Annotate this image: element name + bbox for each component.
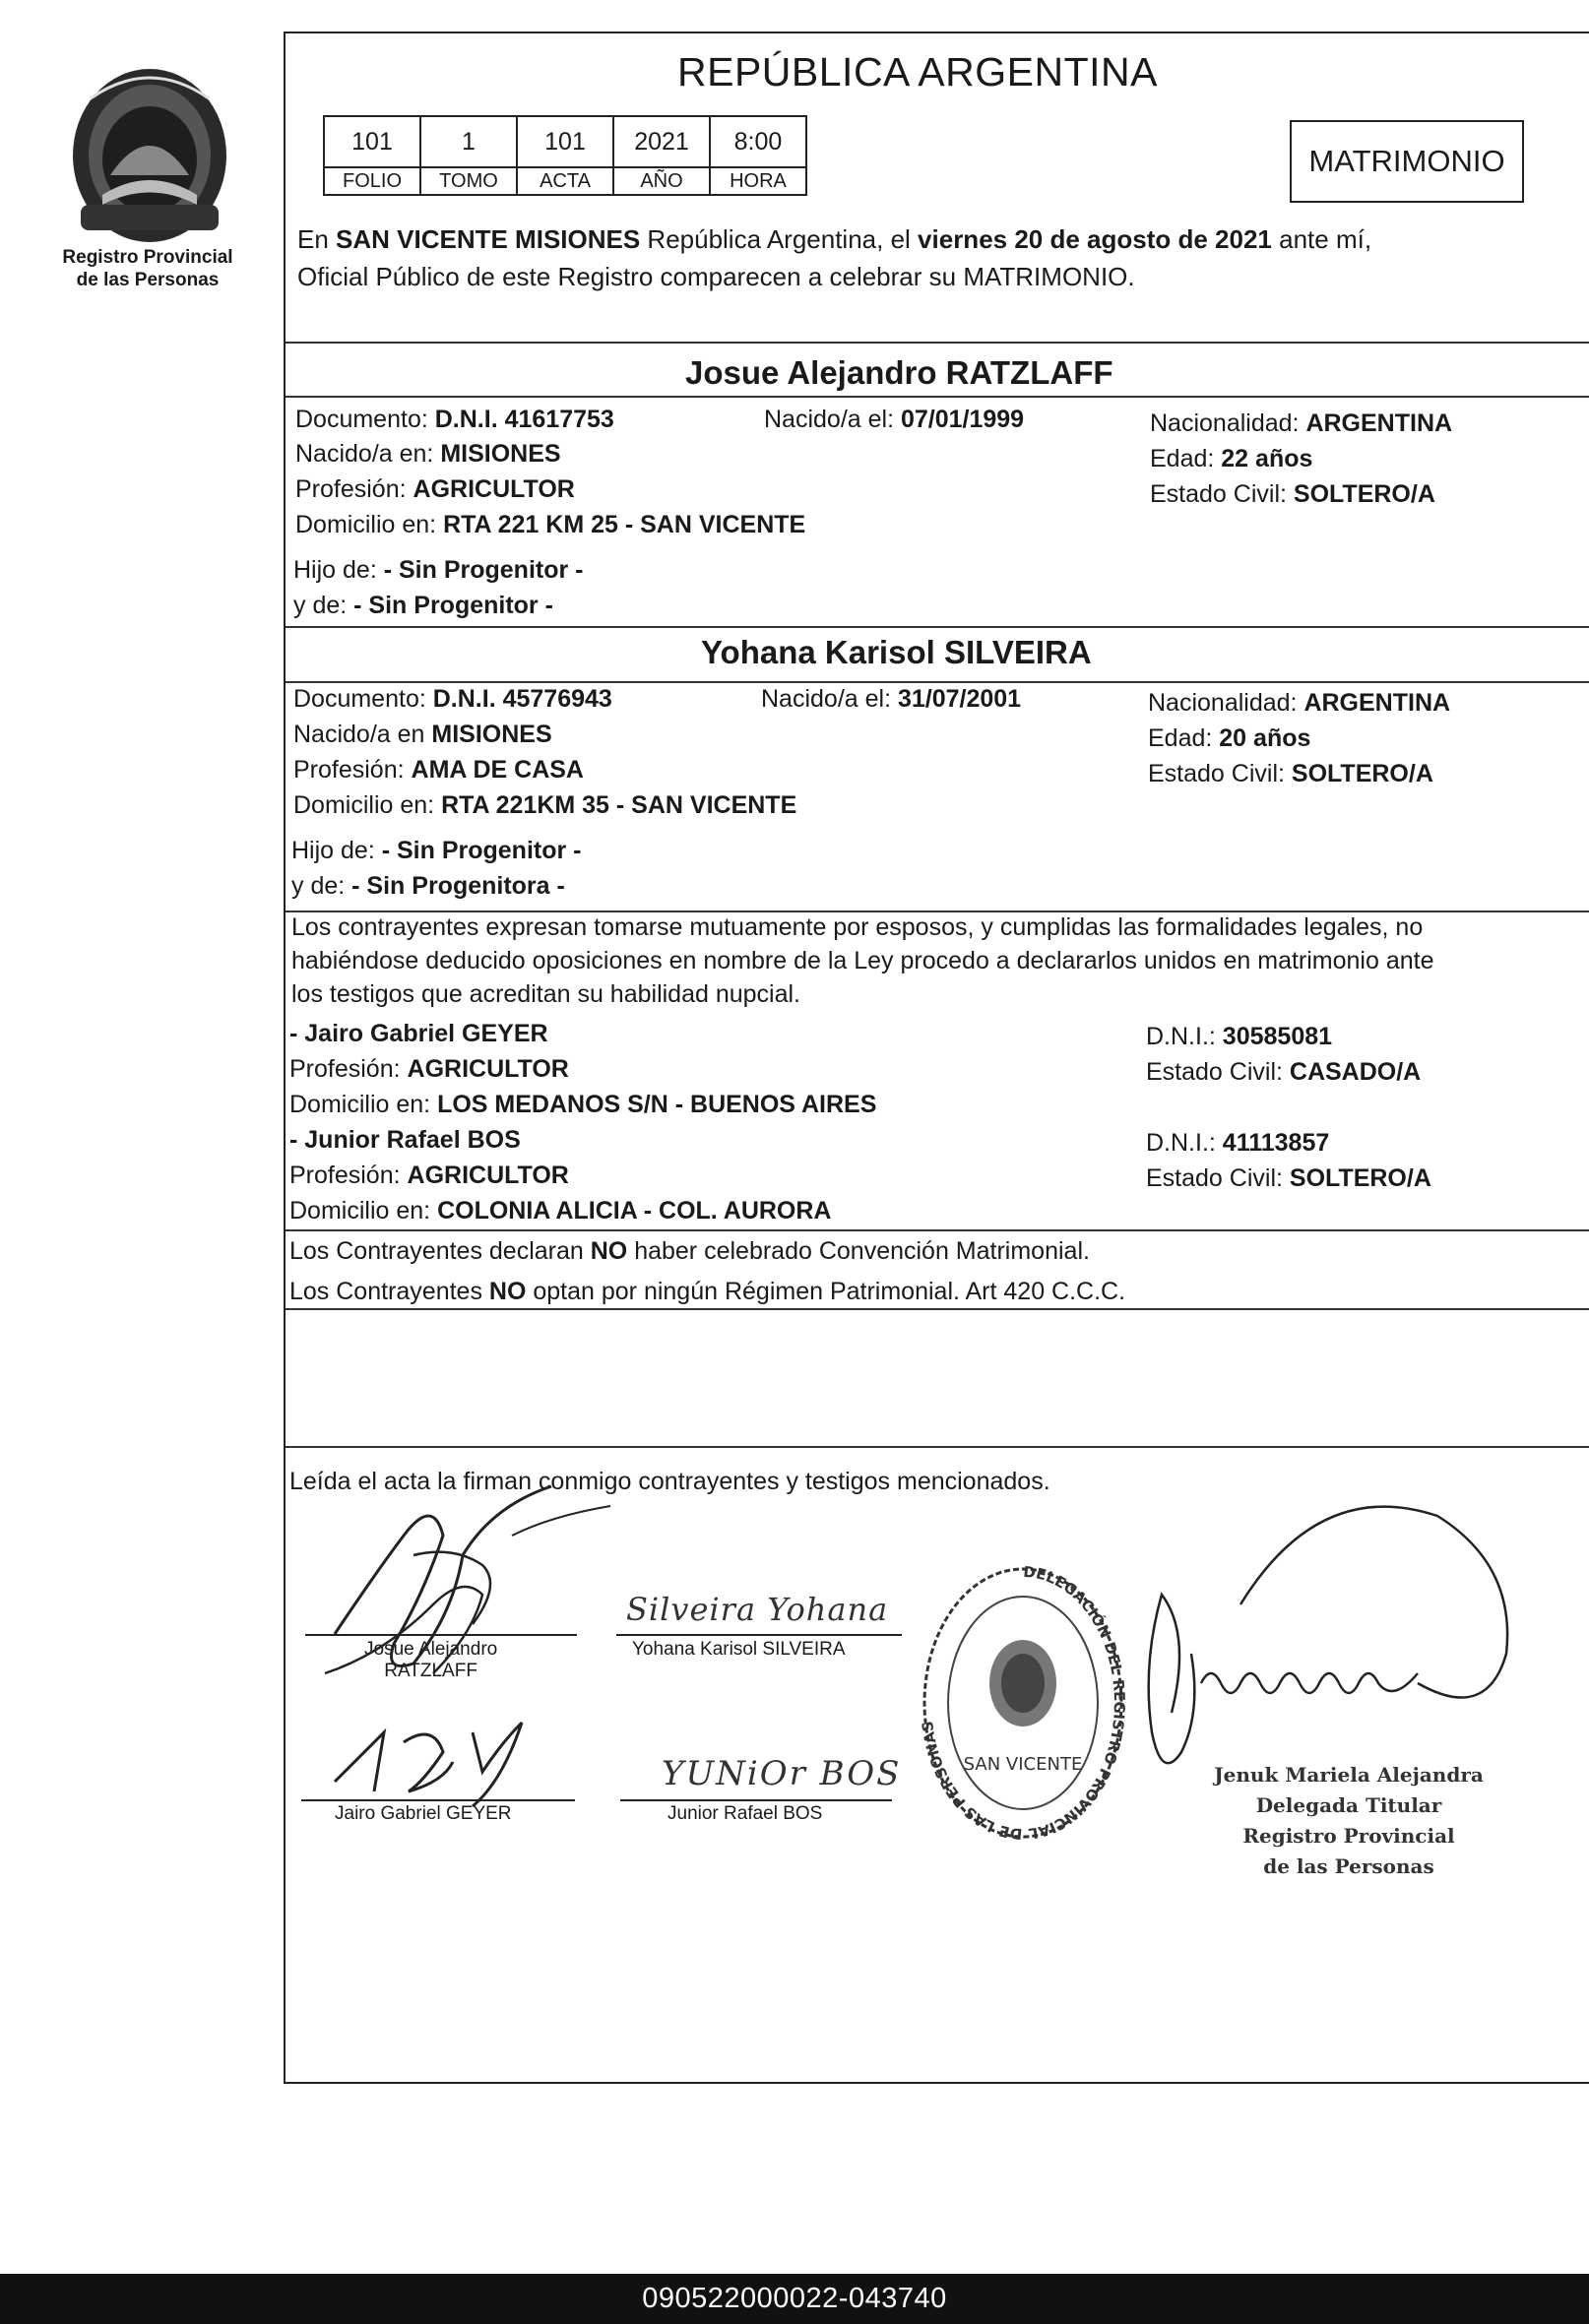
folio-value: 101 bbox=[324, 116, 420, 167]
hour-value: 8:00 bbox=[710, 116, 806, 167]
signature-line-witness2 bbox=[620, 1799, 892, 1801]
folio-label: FOLIO bbox=[324, 167, 420, 195]
witness1-address: Domicilio en: LOS MEDANOS S/N - BUENOS AIRES bbox=[289, 1091, 877, 1118]
spouse2-age: Edad: 20 años bbox=[1148, 724, 1311, 752]
spouse1-nationality: Nacionalidad: ARGENTINA bbox=[1150, 409, 1453, 437]
tomo-label: TOMO bbox=[420, 167, 517, 195]
spouse2-profession: Profesión: AMA DE CASA bbox=[293, 756, 584, 784]
witness1-profession: Profesión: AGRICULTOR bbox=[289, 1055, 569, 1083]
declaration-line-3: los testigos que acreditan su habilidad nupcial. bbox=[291, 980, 801, 1008]
spouse1-document: Documento: D.N.I. 41617753 bbox=[295, 406, 614, 433]
signature-spouse2: Silveira Yohana bbox=[626, 1591, 889, 1628]
signature-caption-spouse1: Josue Alejandro RATZLAFF bbox=[364, 1639, 498, 1681]
signature-caption-witness2: Junior Rafael BOS bbox=[667, 1803, 823, 1824]
spouse1-parent-1: Hijo de: - Sin Progenitor - bbox=[293, 556, 584, 584]
spouse2-nationality: Nacionalidad: ARGENTINA bbox=[1148, 689, 1451, 717]
document-id-bar: 090522000022-043740 bbox=[0, 2274, 1589, 2324]
acta-value: 101 bbox=[517, 116, 613, 167]
spouse2-parent-2: y de: - Sin Progenitora - bbox=[291, 872, 565, 900]
act-type-box: MATRIMONIO bbox=[1290, 120, 1524, 203]
spouse2-parent-1: Hijo de: - Sin Progenitor - bbox=[291, 837, 582, 864]
witness2-address: Domicilio en: COLONIA ALICIA - COL. AURORA bbox=[289, 1197, 832, 1225]
spouse2-document: Documento: D.N.I. 45776943 bbox=[293, 685, 612, 713]
registry-label: Registro Provincial de las Personas bbox=[62, 247, 233, 290]
witness2-dni: D.N.I.: 41113857 bbox=[1146, 1129, 1330, 1157]
stamp-bottom-text: SAN VICENTE bbox=[963, 1754, 1083, 1775]
witness2-profession: Profesión: AGRICULTOR bbox=[289, 1162, 569, 1189]
closing-statement: Leída el acta la firman conmigo contrayentes y testigos mencionados. bbox=[289, 1468, 1050, 1495]
signature-spouse1 bbox=[295, 1476, 630, 1732]
signature-caption-witness1: Jairo Gabriel GEYER bbox=[335, 1803, 512, 1824]
spouse1-address: Domicilio en: RTA 221 KM 25 - SAN VICENTE bbox=[295, 511, 806, 538]
acta-label: ACTA bbox=[517, 167, 613, 195]
spouse2-name: Yohana Karisol SILVEIRA bbox=[701, 634, 1092, 670]
record-table bbox=[323, 115, 807, 196]
intro-line-1: En SAN VICENTE MISIONES República Argentina, el viernes 20 de agosto de 2021 ante mí, bbox=[297, 224, 1372, 254]
declaration-line-2: habiéndose deducido oposiciones en nombre de la Ley procedo a declararlos unidos en matrimonio ante bbox=[291, 947, 1434, 974]
spouse1-name: Josue Alejandro RATZLAFF bbox=[685, 354, 1113, 391]
signature-line-spouse2 bbox=[616, 1634, 902, 1636]
official-stamp bbox=[910, 1555, 1136, 1851]
witness1-name: - Jairo Gabriel GEYER bbox=[289, 1020, 548, 1047]
spouse2-civil-status: Estado Civil: SOLTERO/A bbox=[1148, 760, 1433, 787]
spouse1-profession: Profesión: AGRICULTOR bbox=[295, 475, 575, 503]
spouse2-address: Domicilio en: RTA 221KM 35 - SAN VICENTE bbox=[293, 791, 797, 819]
spouse1-age: Edad: 22 años bbox=[1150, 445, 1313, 472]
signature-witness2: YUNiOr BOS bbox=[662, 1754, 902, 1793]
declaration-line-1: Los contrayentes expresan tomarse mutuamente por esposos, y cumplidas las formalidades legales, no bbox=[291, 913, 1424, 941]
stamp-ring-text: DELEGACIÓN DEL REGISTRO PROVINCIAL DE LAS PERSONAS bbox=[918, 1562, 1129, 1844]
province-seal-logo bbox=[61, 57, 238, 254]
signature-witness1 bbox=[325, 1713, 561, 1811]
signature-caption-spouse2: Yohana Karisol SILVEIRA bbox=[632, 1639, 846, 1660]
spouse2-birthplace: Nacido/a en MISIONES bbox=[293, 721, 552, 748]
convention-line-1: Los Contrayentes declaran NO haber celebrado Convención Matrimonial. bbox=[289, 1237, 1090, 1265]
witness1-civil-status: Estado Civil: CASADO/A bbox=[1146, 1058, 1422, 1086]
witness1-dni: D.N.I.: 30585081 bbox=[1146, 1023, 1333, 1050]
convention-line-2: Los Contrayentes NO optan por ningún Régimen Patrimonial. Art 420 C.C.C. bbox=[289, 1278, 1126, 1305]
hour-label: HORA bbox=[710, 167, 806, 195]
year-value: 2021 bbox=[613, 116, 710, 167]
spouse1-parent-2: y de: - Sin Progenitor - bbox=[293, 592, 553, 619]
spouse1-birthdate: Nacido/a el: 07/01/1999 bbox=[764, 406, 1025, 433]
tomo-value: 1 bbox=[420, 116, 517, 167]
intro-line-2: Oficial Público de este Registro comparecen a celebrar su MATRIMONIO. bbox=[297, 262, 1135, 291]
spouse1-civil-status: Estado Civil: SOLTERO/A bbox=[1150, 480, 1435, 508]
spouse1-birthplace: Nacido/a en: MISIONES bbox=[295, 440, 561, 468]
year-label: AÑO bbox=[613, 167, 710, 195]
witness2-civil-status: Estado Civil: SOLTERO/A bbox=[1146, 1164, 1431, 1192]
witness2-name: - Junior Rafael BOS bbox=[289, 1126, 521, 1154]
page-title: REPÚBLICA ARGENTINA bbox=[677, 49, 1158, 94]
official-stamp-text: Jenuk Mariela Alejandra Delegada Titular Registro Provincial de las Personas bbox=[1214, 1763, 1484, 1878]
spouse2-birthdate: Nacido/a el: 31/07/2001 bbox=[761, 685, 1022, 713]
